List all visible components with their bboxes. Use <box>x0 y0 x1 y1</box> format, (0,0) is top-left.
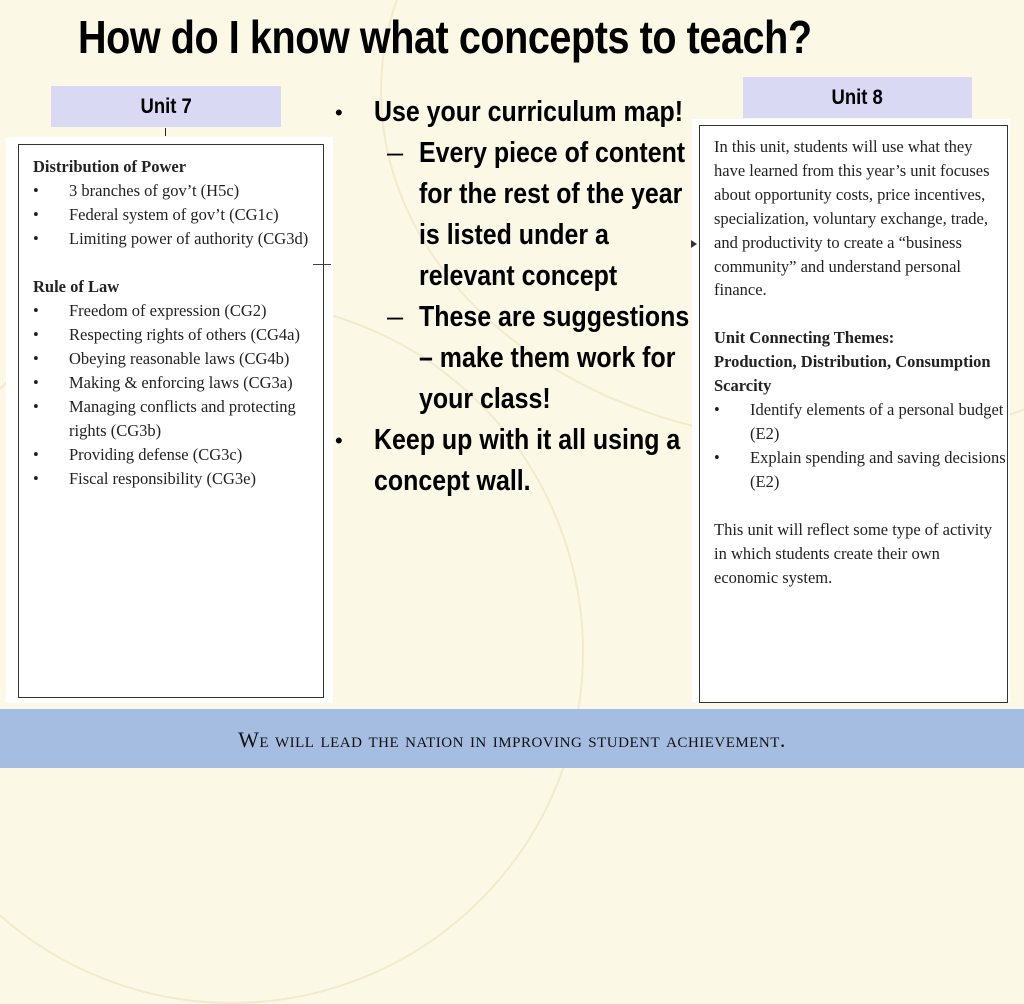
main-bullets <box>330 92 690 502</box>
sub-bullet-item <box>330 133 690 297</box>
sub-bullet-item <box>330 297 690 420</box>
unit-7-list-item: • Limiting power of authority (CG3d) <box>33 227 323 251</box>
unit-8-list-item: • Explain spending and saving decisions (E2) <box>714 446 1007 494</box>
unit-8-label <box>743 77 972 118</box>
bullet-item <box>330 92 690 133</box>
unit-7-label-text: Unit 7 <box>140 95 192 118</box>
spacer <box>714 302 1007 326</box>
unit-7-section-heading: Distribution of Power <box>33 157 187 176</box>
unit-7-list-item: • Providing defense (CG3c) <box>33 443 323 467</box>
unit-7-list-item: • Fiscal responsibility (CG3e) <box>33 467 323 491</box>
spacer <box>33 251 323 275</box>
unit-7-document <box>18 144 324 698</box>
unit-8-document <box>699 125 1008 703</box>
unit-7-connector-line <box>313 264 331 265</box>
dash-marker: – <box>387 137 404 169</box>
unit-7-list-item: • Respecting rights of others (CG4a) <box>33 323 323 347</box>
unit-7-section-list <box>33 179 323 251</box>
footer-motto: We will lead the nation in improving student achievement. <box>238 727 786 752</box>
unit-7-list-item: • Obeying reasonable laws (CG4b) <box>33 347 323 371</box>
unit-7-list-item: • 3 branches of gov’t (H5c) <box>33 179 323 203</box>
unit-7-list-item: • Freedom of expression (CG2) <box>33 299 323 323</box>
unit-7-list-item: • Federal system of gov’t (CG1c) <box>33 203 323 227</box>
unit-8-scarcity-list <box>714 398 1007 494</box>
unit-7-connector-tick <box>165 128 166 136</box>
unit-7-list-item: • Managing conflicts and protecting rights (CG3b) <box>33 395 323 443</box>
unit-8-label-text: Unit 8 <box>831 86 884 109</box>
unit-8-arrow-icon <box>691 240 697 248</box>
slide-title: How do I know what concepts to teach? <box>78 11 812 63</box>
unit-7-list-item: • Making & enforcing laws (CG3a) <box>33 371 323 395</box>
unit-8-themes-heading: Unit Connecting Themes: <box>714 328 895 348</box>
unit-8-scarcity-heading: Scarcity <box>714 376 772 396</box>
unit-7-section-heading: Rule of Law <box>33 277 120 296</box>
unit-8-list-item: • Identify elements of a personal budget (E2) <box>714 398 1007 446</box>
bullet-concept-wall: Keep up with it all using a concept wall. <box>374 424 681 497</box>
bullet-item <box>330 420 690 502</box>
unit-8-intro: In this unit, students will use what they have learned from this year’s unit focuses about opportunity costs, price incentives, specialization, voluntary exchange, trade, and productivity to create a “business community” and understand personal finance. <box>714 137 990 300</box>
sub-bullet-suggestions: These are suggestions – make them work for your class! <box>419 301 690 415</box>
bullet-marker: • <box>335 100 343 125</box>
unit-7-section-list <box>33 299 323 491</box>
bullet-marker: • <box>335 428 343 453</box>
sub-bullet-every-piece: Every piece of content for the rest of the year is listed under a relevant concept <box>419 137 686 292</box>
unit-7-label <box>51 86 281 127</box>
dash-marker: – <box>387 301 404 333</box>
spacer <box>714 494 1007 518</box>
unit-8-closing: This unit will reflect some type of activity in which students create their own economic system. <box>714 519 993 587</box>
bullet-use-curriculum-map: Use your curriculum map! <box>374 96 684 128</box>
footer-band <box>0 709 1024 768</box>
unit-8-themes: Production, Distribution, Consumption <box>714 352 991 372</box>
